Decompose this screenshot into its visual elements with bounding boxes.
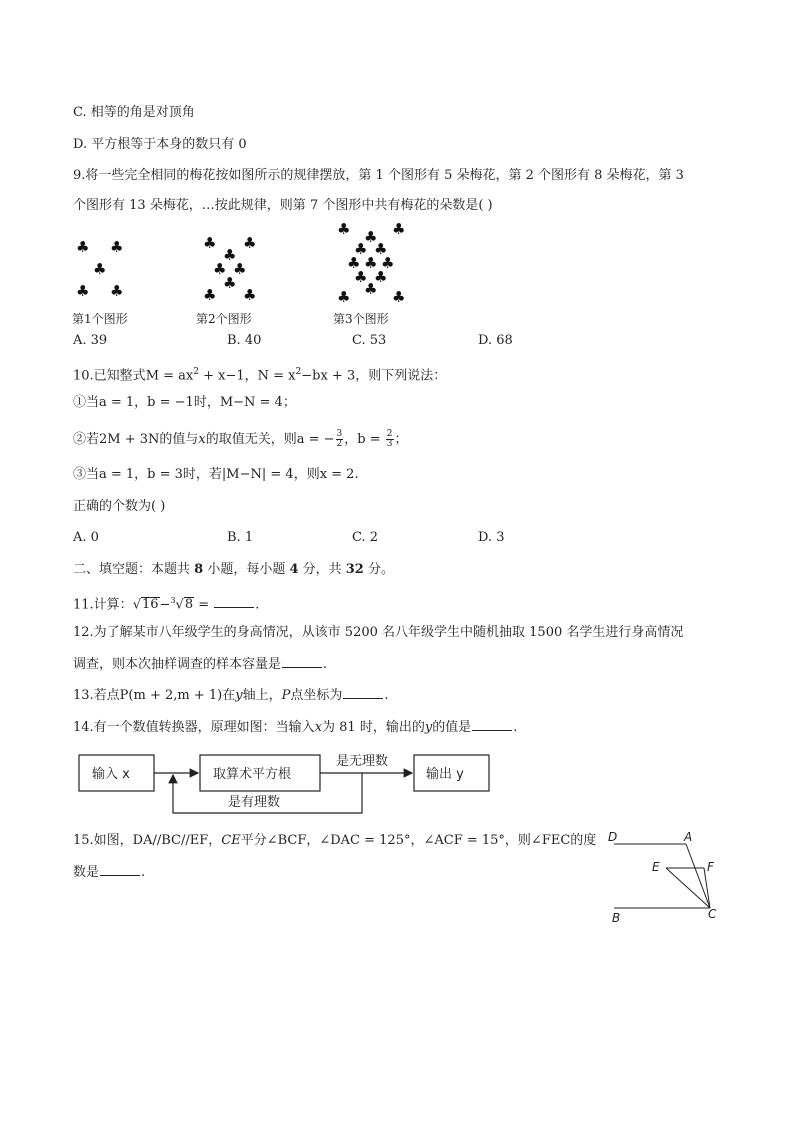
fraction	[386, 430, 394, 449]
section-text: 分。	[363, 562, 394, 577]
q13-text: 13.若点P(m + 2,m + 1)在	[73, 688, 236, 703]
q8-option-d: D. 平方根等于本身的数只有 0	[73, 137, 247, 152]
sqrt-sign: √	[175, 597, 184, 613]
q10-question: 正确的个数为( )	[73, 499, 166, 514]
point-label-F: F	[707, 860, 714, 874]
q11	[73, 592, 259, 614]
q9-flower-figures	[0, 220, 794, 310]
q9-option-d: D. 68	[478, 333, 513, 348]
flower-icon: ♣	[203, 234, 217, 252]
q13-y: y	[235, 688, 243, 703]
q13-text: 点坐标为	[290, 688, 343, 703]
fraction-denominator: 3	[386, 439, 393, 449]
q10-s2-part: ②若2M + 3N的值与	[73, 432, 199, 447]
answer-blank	[343, 686, 383, 699]
section-text: 分，共	[298, 562, 346, 577]
q10-option-d: D. 3	[478, 530, 505, 545]
q9-stem-line1: 9.将一些完全相同的梅花按如图所示的规律摆放，第 1 个图形有 5 朵梅花，第 2 个图形有 8 朵梅花，第 3	[73, 168, 684, 183]
q11-radicand: 8	[184, 597, 194, 613]
q14-period: .	[513, 720, 518, 735]
q9-option-b: B. 40	[227, 333, 262, 348]
q10-option-a: A. 0	[73, 530, 99, 545]
flower-icon: ♣	[364, 280, 378, 298]
point-label-A: A	[684, 830, 693, 844]
flower-icon: ♣	[354, 268, 368, 286]
q14-text: 14.有一个数值转换器，原理如图：当输入	[73, 720, 315, 735]
flower-icon: ♣	[93, 260, 107, 278]
flower-icon: ♣	[243, 286, 257, 304]
line-FC	[704, 868, 710, 908]
flower-icon: ♣	[364, 228, 378, 246]
fraction	[336, 430, 344, 449]
q11-period: .	[255, 597, 260, 613]
answer-blank	[100, 863, 140, 876]
sqrt-box-label: 取算术平方根	[213, 767, 292, 782]
q15-ce: CE	[221, 833, 241, 848]
q10-option-c: C. 2	[352, 530, 379, 545]
flower-icon: ♣	[110, 282, 124, 300]
fraction-numerator: 2	[386, 429, 393, 439]
flower-icon: ♣	[243, 234, 257, 252]
fraction-denominator: 2	[336, 439, 343, 449]
flower-icon: ♣	[374, 268, 388, 286]
q9-caption-1: 第1个图形	[72, 312, 128, 326]
rational-label: 是有理数	[228, 795, 281, 810]
flower-icon: ♣	[392, 288, 406, 306]
q14	[73, 718, 517, 737]
flower-icon: ♣	[203, 286, 217, 304]
q14-text: 的值是	[432, 720, 472, 735]
q10-stem-text: 10.已知整式	[73, 368, 146, 384]
irrational-label: 是无理数	[336, 754, 389, 769]
q13-text: 轴上，	[242, 688, 282, 703]
flower-icon: ♣	[233, 260, 247, 278]
q10-s2-x: x	[198, 432, 206, 447]
q11-root-index: 3	[170, 596, 176, 605]
point-label-C: C	[708, 907, 717, 921]
sqrt-sign: √	[132, 597, 141, 613]
flower-icon: ♣	[381, 254, 395, 272]
q10-stem-tail: −bx + 3，则下列说法：	[301, 368, 447, 384]
q12-line2-text: 调查，则本次抽样调查的样本容量是	[73, 657, 282, 672]
q12-line2	[73, 655, 327, 674]
flower-icon: ♣	[354, 240, 368, 258]
q9-caption-3: 第3个图形	[333, 312, 389, 326]
section-count: 8	[194, 562, 204, 577]
q10-stem	[73, 363, 446, 385]
q11-minus: −	[159, 597, 171, 613]
q12-line1: 12.为了解某市八年级学生的身高情况，从该市 5200 名八年级学生中随机抽取 1500 名学生进行身高情况	[73, 625, 684, 640]
section-points: 4	[289, 562, 299, 577]
point-label-D: D	[608, 830, 618, 844]
q10-stem-n: + x−1，N = x	[198, 368, 296, 384]
q12-period: .	[323, 657, 328, 672]
q10-statement-1: ①当a = 1，b = −1时，M−N = 4；	[73, 395, 296, 410]
output-box-label: 输出 y	[426, 767, 464, 782]
q15-line2	[73, 863, 145, 882]
line-AC	[686, 844, 710, 908]
flower-icon: ♣	[374, 240, 388, 258]
q15-period: .	[141, 865, 146, 880]
q15-geometry-figure	[600, 826, 730, 926]
flower-icon: ♣	[213, 260, 227, 278]
q15-line1	[73, 832, 596, 850]
q9-option-c: C. 53	[352, 333, 387, 348]
section-text: 二、填空题：本题共	[73, 562, 195, 577]
point-label-B: B	[612, 911, 621, 925]
q13-period: .	[384, 688, 389, 703]
flower-icon: ♣	[223, 246, 237, 264]
q13-p: P	[281, 688, 291, 703]
point-label-E: E	[652, 860, 660, 874]
q10-stem-m: M = ax	[145, 368, 194, 384]
q10-statement-3: ③当a = 1，b = 3时，若|M−N| = 4，则x = 2.	[73, 467, 359, 482]
q15-text: 平分∠BCF，∠DAC = 125°，∠ACF = 15°，则∠FEC的度	[240, 833, 597, 848]
q10-sup: 2	[193, 367, 199, 377]
section-total: 32	[345, 562, 364, 577]
flower-icon: ♣	[76, 282, 90, 300]
q14-x: x	[314, 720, 323, 735]
flower-icon: ♣	[76, 238, 90, 256]
fraction-numerator: 3	[336, 429, 343, 439]
q10-statement-2	[73, 430, 408, 449]
flower-icon: ♣	[347, 254, 361, 272]
answer-blank	[214, 595, 254, 608]
q10-s2-part: ，b =	[344, 432, 385, 447]
q15-text: 15.如图，DA//BC//EF，	[73, 833, 222, 848]
q9-stem-line2: 个图形有 13 朵梅花，…按此规律，则第 7 个图形中共有梅花的朵数是( )	[73, 198, 493, 213]
answer-blank	[282, 655, 322, 668]
q11-radicand: 16	[141, 597, 159, 613]
q10-s2-part: 的取值无关，则a = −	[205, 432, 335, 447]
flower-icon: ♣	[337, 288, 351, 306]
flower-icon: ♣	[364, 254, 378, 272]
flower-icon: ♣	[392, 220, 406, 238]
q11-equals: =	[194, 597, 214, 613]
q10-option-b: B. 1	[227, 530, 254, 545]
flower-icon: ♣	[110, 238, 124, 256]
q14-flow-diagram	[70, 745, 500, 815]
q10-sup: 2	[295, 367, 302, 377]
section-2-heading	[73, 561, 394, 579]
q8-option-c: C. 相等的角是对顶角	[73, 105, 195, 120]
q14-text: 为 81 时，输出的	[322, 720, 425, 735]
answer-blank	[472, 718, 512, 731]
input-box-label: 输入 x	[92, 767, 130, 782]
q10-s2-part: ；	[394, 432, 408, 447]
q14-y: y	[424, 720, 433, 735]
q9-option-a: A. 39	[73, 333, 108, 348]
flower-icon: ♣	[223, 274, 237, 292]
q15-text: 数是	[73, 865, 100, 880]
q9-caption-2: 第2个图形	[196, 312, 252, 326]
q13	[73, 686, 389, 705]
q11-label: 11.计算：	[73, 597, 133, 613]
section-text: 小题，每小题	[203, 562, 290, 577]
line-EC	[666, 868, 710, 908]
flower-icon: ♣	[337, 220, 351, 238]
